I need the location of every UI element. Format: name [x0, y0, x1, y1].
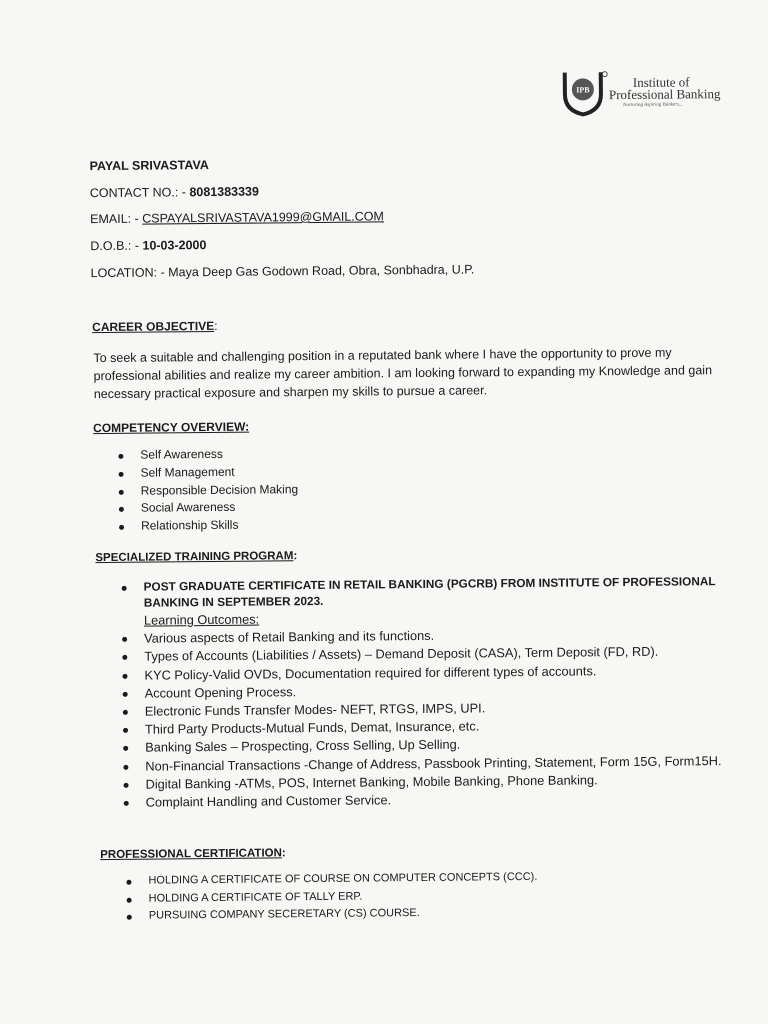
list-item: KYC Policy-Valid OVDs, Documentation required for different types of accounts.	[96, 661, 734, 685]
list-item: Self Awareness	[92, 445, 298, 465]
list-item: Non-Financial Transactions -Change of Address, Passbook Printing, Statement, Form 15G, Form15H.	[97, 752, 733, 776]
competency-list	[92, 445, 298, 536]
email-label: EMAIL: -	[90, 211, 143, 227]
logo-line1: Institute of	[632, 74, 690, 90]
list-item: Various aspects of Retail Banking and its functions.	[96, 624, 734, 648]
list-item: Account Opening Process.	[97, 679, 735, 703]
location-row	[91, 262, 475, 280]
contact-label: CONTACT NO.: -	[89, 185, 190, 201]
list-item: Electronic Funds Transfer Modes- NEFT, RTGS, IMPS, UPI.	[97, 697, 735, 721]
contact-value: 8081383339	[189, 184, 259, 200]
dob-label: D.O.B.: -	[90, 238, 143, 254]
list-item: HOLDING A CERTIFICATE OF TALLY ERP.	[101, 886, 538, 908]
list-item: Digital Banking -ATMs, POS, Internet Banking, Mobile Banking, Phone Banking.	[97, 770, 735, 794]
dob-value: 10-03-2000	[142, 238, 207, 253]
learning-outcomes-label: Learning Outcomes:	[143, 611, 260, 628]
career-objective-heading: CAREER OBJECTIVE:	[92, 318, 218, 335]
list-item: Third Party Products-Mutual Funds, Demat, Insurance, etc.	[97, 715, 735, 739]
email-row	[90, 209, 384, 226]
list-item: Social Awareness	[93, 499, 299, 519]
list-item: Responsible Decision Making	[93, 481, 299, 501]
list-item: HOLDING A CERTIFICATE OF COURSE ON COMPUTER CONCEPTS (CCC).	[100, 869, 537, 891]
applicant-name: PAYAL SRIVASTAVA	[89, 158, 209, 174]
email-value[interactable]: CSPAYALSRIVASTAVA1999@GMAIL.COM	[142, 209, 384, 226]
dob-row	[90, 238, 206, 253]
list-item: Complaint Handling and Customer Service.	[98, 788, 736, 812]
training-program: POST GRADUATE CERTIFICATE IN RETAIL BANKING (PGCRB) FROM INSTITUTE OF PROFESSIONAL BANKING IN SEPTEMBER 2023.	[96, 573, 734, 611]
location-label: LOCATION: -	[90, 265, 169, 281]
training-list	[96, 573, 736, 812]
certification-heading: PROFESSIONAL CERTIFICATION:	[100, 847, 286, 862]
contact-row	[90, 185, 259, 201]
svg-text:IPB: IPB	[576, 85, 590, 95]
list-item: Self Management	[92, 463, 298, 483]
ipb-shield-icon	[561, 70, 609, 116]
logo-line2: Professional Banking	[608, 86, 721, 103]
list-item: PURSUING COMPANY SECERETARY (CS) COURSE.	[101, 904, 538, 926]
list-item: Banking Sales – Prospecting, Cross Selling, Up Selling.	[97, 733, 735, 757]
list-item: Relationship Skills	[93, 516, 299, 536]
list-item: Types of Accounts (Liabilities / Assets) – Demand Deposit (CASA), Term Deposit (FD, RD).	[96, 642, 734, 666]
ipb-logo	[561, 69, 726, 119]
competency-heading: COMPETENCY OVERVIEW:	[93, 419, 250, 436]
certification-list	[100, 869, 537, 926]
career-objective-text: To seek a suitable and challenging position in a reputated bank where I have the opportunity to prove my professional abilities and realize my career ambition. I am looking forward to expanding my Knowledge and gain necessary practical exposure and sharpen my skills to pursue a career.	[93, 345, 713, 402]
location-value: Maya Deep Gas Godown Road, Obra, Sonbhadra, U.P.	[168, 262, 475, 280]
training-heading: SPECIALIZED TRAINING PROGRAM:	[95, 550, 298, 565]
logo-tagline: Nurturing Aspiring Bankers...	[623, 102, 683, 109]
